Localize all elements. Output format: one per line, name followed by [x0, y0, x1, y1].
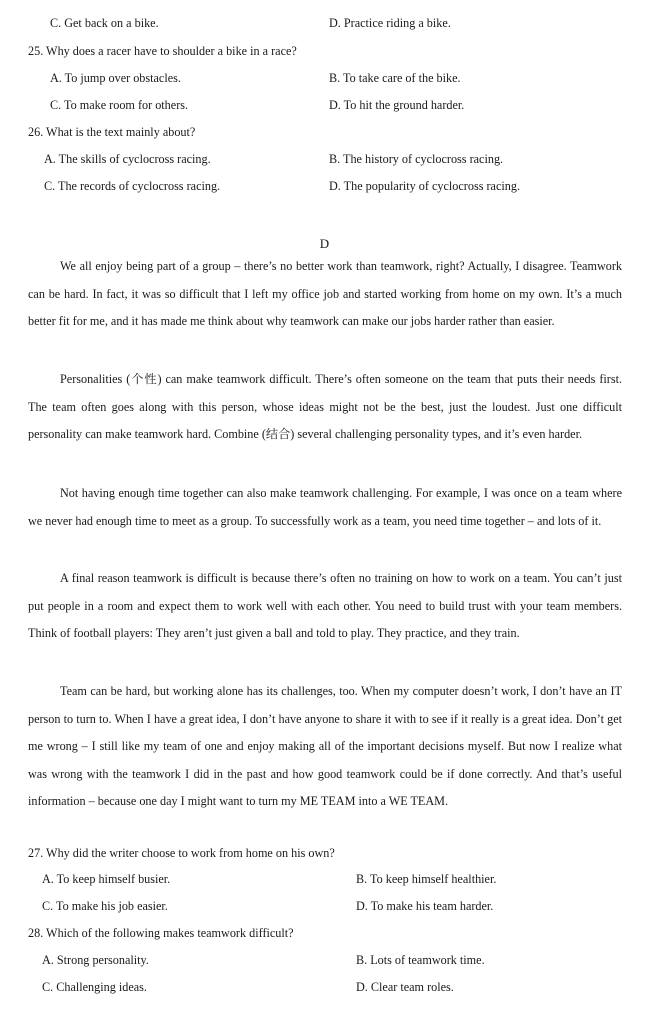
q28-option-c: C. Challenging ideas. [42, 980, 147, 994]
passage-paragraph-1: We all enjoy being part of a group – there’s no better work than teamwork, right? Actually, I disagree. Teamwork can be hard. In fact, it was so difficult that I left my office job and started working from home on my own. It’s a much better fit for me, and it has made me think about why teamwork can make our jobs harder rather than easier. [28, 259, 622, 329]
q26-option-c: C. The records of cyclocross racing. [44, 179, 221, 193]
passage-paragraph-4: A final reason teamwork is difficult is because there’s often no training on how to work on a team. You can’t just put people in a room and expect them to work well with each other. You need to build trust with your team members. Think of football players: They aren’t just given a ball and told to play. They practice, and they train. [28, 571, 622, 641]
q27-option-b: B. To keep himself healthier. [356, 872, 497, 886]
q27-option-a: A. To keep himself busier. [42, 872, 171, 886]
q28-option-b: B. Lots of teamwork time. [356, 953, 485, 967]
q26-option-d: D. The popularity of cyclocross racing. [329, 179, 520, 193]
q26-stem: 26. What is the text mainly about? [28, 125, 196, 139]
passage-paragraph-5: Team can be hard, but working alone has its challenges, too. When my computer doesn’t work, I don’t have an IT person to turn to. When I have a great idea, I don’t have anyone to share it with to see if it really is a great idea. Don’t get me wrong – I still like my team of one and enjoy making all of the important decisions myself. But now I realize what was wrong with the teamwork I did in the past and how good teamwork could be if done correctly. And that’s useful information – because one day I might want to turn my ME TEAM into a WE TEAM. [28, 684, 622, 809]
q25-option-b: B. To take care of the bike. [329, 71, 461, 85]
q25-option-d: D. To hit the ground harder. [329, 98, 465, 112]
q26-option-a: A. The skills of cyclocross racing. [44, 152, 211, 166]
q27-option-c: C. To make his job easier. [42, 899, 168, 913]
passage-paragraph-3: Not having enough time together can also make teamwork challenging. For example, I was once on a team where we never had enough time to meet as a group. To successfully work as a team, you need time together – and lots of it. [28, 486, 622, 528]
section-heading: D [319, 236, 330, 251]
q25-option-c: C. To make room for others. [50, 98, 189, 112]
q24-option-c: C. Get back on a bike. [50, 16, 159, 30]
q27-stem: 27. Why did the writer choose to work from home on his own? [28, 846, 335, 860]
q24-option-d: D. Practice riding a bike. [329, 16, 451, 30]
q28-option-a: A. Strong personality. [42, 953, 149, 967]
passage-paragraph-2: Personalities (个性) can make teamwork difficult. There’s often someone on the team that puts their needs first. The team often goes along with this person, whose ideas might not be the best, just the loudest. Just one difficult personality can make teamwork hard. Combine (结合) several challenging personality types, and it’s even harder. [28, 372, 622, 442]
q26-option-b: B. The history of cyclocross racing. [329, 152, 504, 166]
q25-option-a: A. To jump over obstacles. [50, 71, 181, 85]
q28-option-d: D. Clear team roles. [356, 980, 454, 994]
q28-stem: 28. Which of the following makes teamwork difficult? [28, 926, 294, 940]
q27-option-d: D. To make his team harder. [356, 899, 494, 913]
q25-stem: 25. Why does a racer have to shoulder a bike in a race? [28, 44, 297, 58]
